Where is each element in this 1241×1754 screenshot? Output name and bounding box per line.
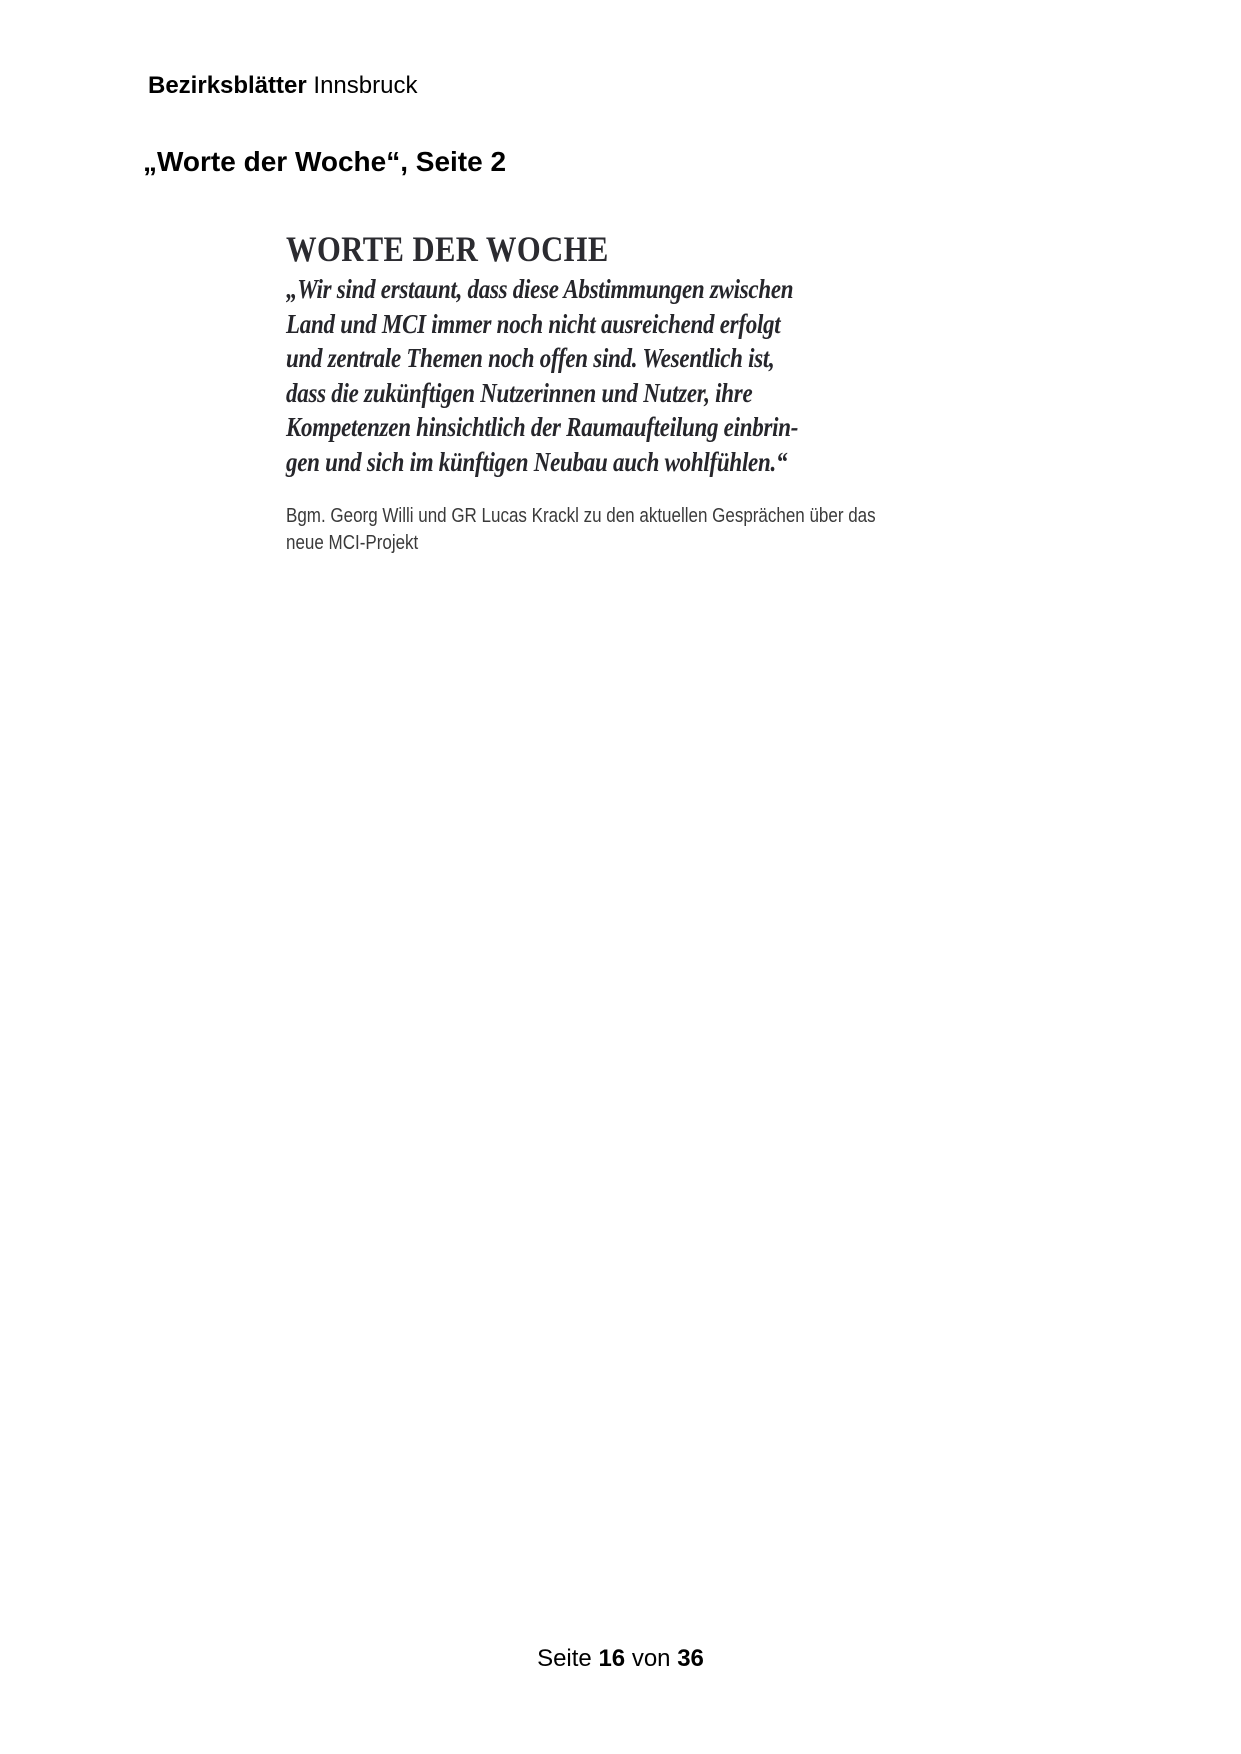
footer-label-seite: Seite (537, 1645, 592, 1672)
document-header (148, 72, 417, 100)
footer-page-number: 16 (598, 1645, 626, 1672)
footer-label-von: von (631, 1645, 671, 1672)
publication-location: Innsbruck (306, 72, 418, 99)
clipping-attribution (286, 503, 932, 557)
publication-name: Bezirksblätter (148, 72, 307, 99)
quote-line-4: dass die zukünftigen Nutzerinnen und Nutzer, ihre (286, 377, 753, 408)
footer-total-pages: 36 (677, 1645, 704, 1672)
quote-line-3: und zentrale Themen noch offen sind. Wesentlich ist, (286, 343, 775, 373)
clipping-quote (286, 272, 932, 479)
page-title: „Worte der Woche“, Seite 2 (143, 146, 507, 177)
page-footer (0, 1645, 1241, 1673)
attribution-line-1: Bgm. Georg Willi und GR Lucas Krackl zu den aktuellen Gesprächen über das (286, 505, 876, 527)
attribution-line-2: neue MCI-Projekt (286, 532, 419, 554)
quote-line-6: gen und sich im künftigen Neubau auch wohlfühlen.“ (286, 446, 788, 477)
quote-line-2: Land und MCI immer noch nicht ausreichend erfolgt (286, 308, 781, 339)
clipping-heading: WORTE DER WOCHE (286, 229, 609, 269)
news-clipping (286, 229, 932, 557)
quote-line-5: Kompetenzen hinsichtlich der Raumaufteilung einbrin- (286, 412, 799, 442)
quote-line-1: „Wir sind erstaunt, dass diese Abstimmungen zwischen (286, 274, 794, 304)
